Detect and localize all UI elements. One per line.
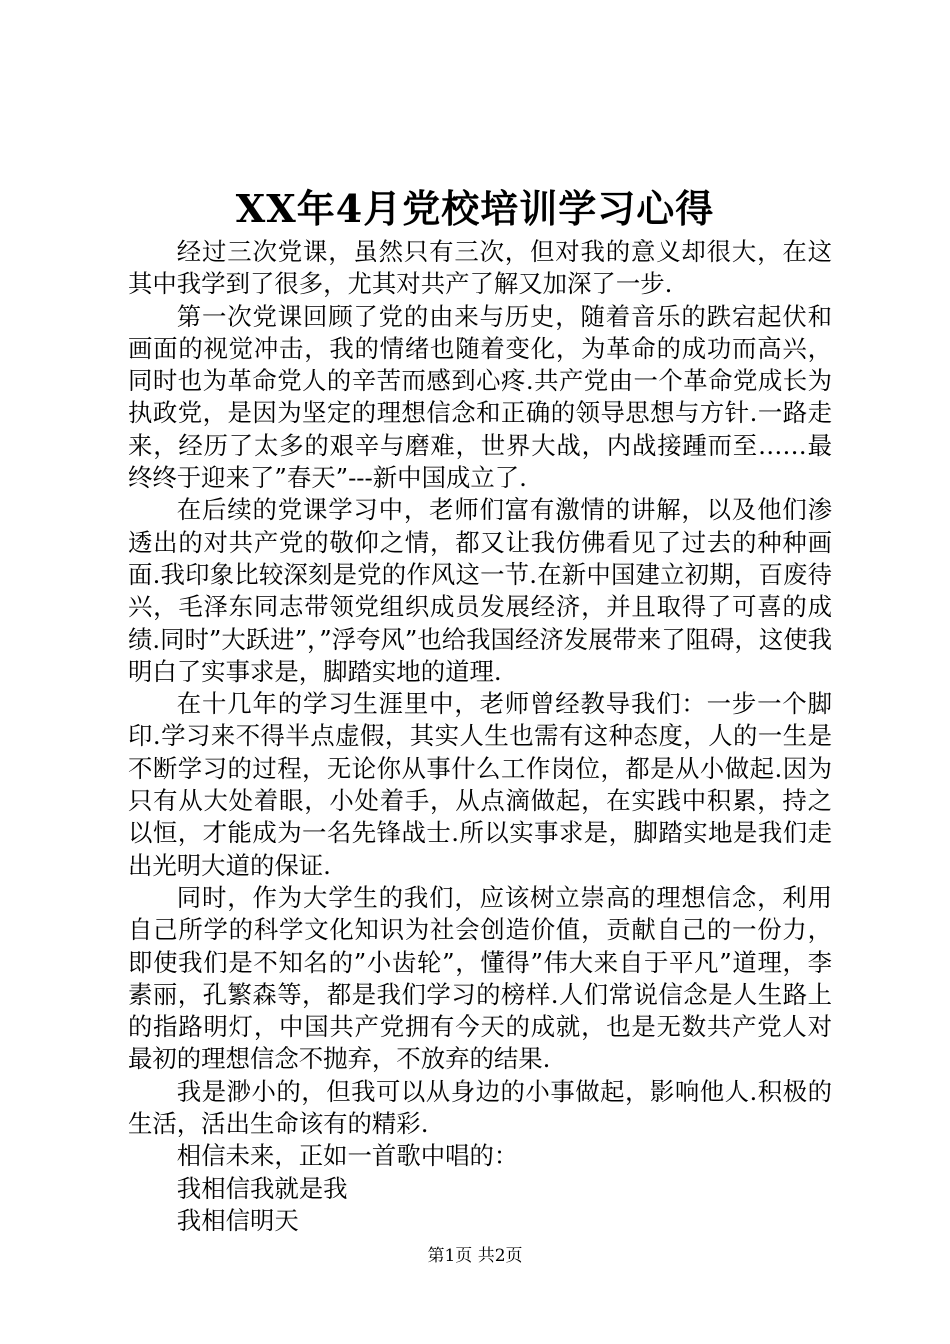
paragraph-2: 第一次党课回顾了党的由来与历史，随着音乐的跌宕起伏和画面的视觉冲击，我的情绪也随着变化，为革命的成功而高兴，同时也为革命党人的辛苦而感到心疼.共产党由一个革命党成长为执政党，是因为坚定的理想信念和正确的领导思想与方针.一路走来，经历了太多的艰辛与磨难，世界大战，内战接踵而至……最终终于迎来了”春天”---新中国成立了. (128, 301, 832, 493)
paragraph-7: 相信未来，正如一首歌中唱的： (176, 1141, 519, 1171)
paragraph-4: 在十几年的学习生涯里中，老师曾经教导我们：一步一个脚印.学习来不得半点虚假，其实人生也需有这种态度，人的一生是不断学习的过程，无论你从事什么工作岗位，都是从小做起.因为只有从大处着眼，小处着手，从点滴做起，在实践中积累，持之以恒，才能成为一名先锋战士.所以实事求是，脚踏实地是我们走出光明大道的保证. (128, 689, 832, 880)
paragraph-5: 同时，作为大学生的我们，应该树立崇高的理想信念，利用自己所学的科学文化知识为社会创造价值，贡献自己的一份力，即使我们是不知名的”小齿轮”，懂得”伟大来自于平凡”道理，李素丽，孔繁森等，都是我们学习的榜样.人们常说信念是人生路上的指路明灯，中国共产党拥有今天的成就，也是无数共产党人对最初的理想信念不抛弃，不放弃的结果. (128, 882, 832, 1074)
paragraph-6: 我是渺小的，但我可以从身边的小事做起，影响他人.积极的生活，活出生命该有的精彩. (128, 1076, 832, 1139)
page-number-footer: 第1页 共2页 (427, 1246, 523, 1266)
paragraph-3: 在后续的党课学习中，老师们富有激情的讲解，以及他们渗透出的对共产党的敬仰之情，都又让我仿佛看见了过去的种种画面.我印象比较深刻是党的作风这一节.在新中国建立初期，百废待兴，毛泽东同志带领党组织成员发展经济，并且取得了可喜的成绩.同时”大跃进”，”浮夸风”也给我国经济发展带来了阻碍，这使我明白了实事求是，脚踏实地的道理. (128, 495, 832, 686)
paragraph-1: 经过三次党课，虽然只有三次，但对我的意义却很大，在这其中我学到了很多，尤其对共产了解又加深了一步. (128, 237, 832, 299)
paragraph-9: 我相信明天 (176, 1205, 299, 1235)
document-title: XX年4月党校培训学习心得 (235, 186, 715, 231)
document-body (128, 236, 832, 1237)
paragraph-8: 我相信我就是我 (176, 1173, 348, 1203)
